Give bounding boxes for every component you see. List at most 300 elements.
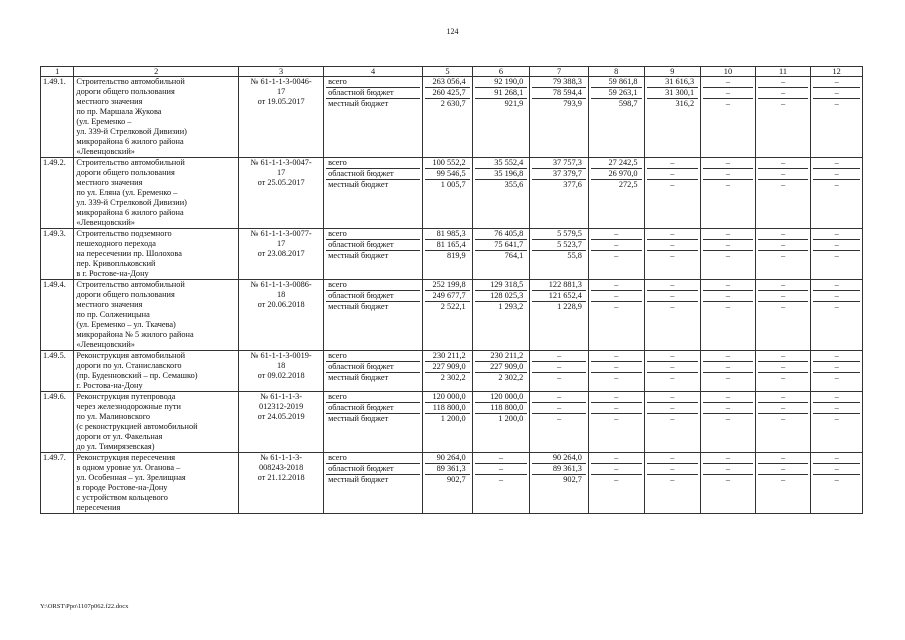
amount-value: – bbox=[703, 291, 753, 302]
amount-value: 76 405,8 bbox=[475, 229, 528, 240]
table-row bbox=[41, 77, 863, 158]
amount-value: 230 211,2 bbox=[425, 351, 470, 362]
amount-value: – bbox=[591, 464, 642, 475]
amount-value: – bbox=[813, 392, 860, 403]
expertise-conclusion bbox=[239, 351, 324, 392]
table-row bbox=[41, 229, 863, 280]
amount-value: 1 200,0 bbox=[440, 414, 466, 423]
amount-value: – bbox=[647, 169, 699, 180]
amount-value: – bbox=[758, 453, 809, 464]
amount-value: – bbox=[591, 240, 642, 251]
amount-value: 5 579,5 bbox=[532, 229, 586, 240]
amount-value: – bbox=[591, 392, 642, 403]
item-number: 1.49.2. bbox=[41, 158, 74, 229]
header-row bbox=[41, 67, 863, 77]
amount-value: 90 264,0 bbox=[532, 453, 586, 464]
amount-value: 78 594,4 bbox=[532, 88, 586, 99]
doc-line: от 24.05.2019 bbox=[257, 412, 305, 421]
amount-value: 355,6 bbox=[504, 180, 524, 189]
amount-value: 5 523,7 bbox=[532, 240, 586, 251]
value-cell bbox=[755, 453, 811, 514]
column-header: 12 bbox=[811, 67, 863, 77]
column-header: 1 bbox=[41, 67, 74, 77]
amount-value: – bbox=[725, 180, 731, 189]
amount-value: 2 522,1 bbox=[440, 302, 466, 311]
funding-source-label: местный бюджет bbox=[328, 302, 389, 311]
amount-value: – bbox=[780, 414, 786, 423]
amount-value: 55,8 bbox=[567, 251, 582, 260]
amount-value: – bbox=[813, 280, 860, 291]
value-cell bbox=[530, 392, 589, 453]
funding-source bbox=[324, 158, 423, 229]
amount-value: 902,7 bbox=[563, 475, 582, 484]
value-cell bbox=[472, 351, 530, 392]
amount-value: 90 264,0 bbox=[425, 453, 470, 464]
funding-source-label: областной бюджет bbox=[326, 240, 420, 251]
amount-value: – bbox=[725, 251, 731, 260]
amount-value: – bbox=[647, 453, 699, 464]
amount-value: – bbox=[647, 158, 699, 169]
amount-value: – bbox=[647, 392, 699, 403]
amount-value: 2 302,2 bbox=[498, 373, 524, 382]
amount-value: 921,9 bbox=[504, 99, 524, 108]
value-cell bbox=[701, 158, 756, 229]
amount-value: – bbox=[647, 229, 699, 240]
value-cell bbox=[423, 158, 473, 229]
value-cell bbox=[755, 229, 811, 280]
amount-value: – bbox=[813, 240, 860, 251]
column-header: 4 bbox=[324, 67, 423, 77]
item-number: 1.49.1. bbox=[41, 77, 74, 158]
amount-value: – bbox=[647, 464, 699, 475]
item-number: 1.49.3. bbox=[41, 229, 74, 280]
doc-line: № 61-1-1-3-0019- bbox=[250, 351, 312, 360]
amount-value: – bbox=[703, 392, 753, 403]
value-cell bbox=[530, 77, 589, 158]
expertise-conclusion bbox=[239, 77, 324, 158]
value-cell bbox=[644, 351, 701, 392]
amount-value: – bbox=[813, 229, 860, 240]
column-header: 2 bbox=[74, 67, 239, 77]
amount-value: – bbox=[647, 362, 699, 373]
amount-value: 120 000,0 bbox=[425, 392, 470, 403]
value-cell bbox=[811, 351, 863, 392]
amount-value: – bbox=[813, 453, 860, 464]
column-header: 5 bbox=[423, 67, 473, 77]
value-cell bbox=[588, 392, 644, 453]
funding-source bbox=[324, 351, 423, 392]
funding-source-label: местный бюджет bbox=[328, 475, 389, 484]
amount-value: – bbox=[703, 229, 753, 240]
amount-value: – bbox=[703, 464, 753, 475]
amount-value: 31 616,3 bbox=[647, 77, 699, 88]
expertise-conclusion bbox=[239, 280, 324, 351]
table-row bbox=[41, 280, 863, 351]
amount-value: – bbox=[813, 351, 860, 362]
amount-value: – bbox=[591, 362, 642, 373]
amount-value: 89 361,3 bbox=[532, 464, 586, 475]
amount-value: – bbox=[758, 362, 809, 373]
amount-value: – bbox=[813, 362, 860, 373]
amount-value: 260 425,7 bbox=[425, 88, 470, 99]
doc-line: № 61-1-1-3-0046- bbox=[250, 77, 312, 86]
value-cell bbox=[530, 453, 589, 514]
doc-line: от 25.05.2017 bbox=[257, 178, 305, 187]
amount-value: 122 881,3 bbox=[532, 280, 586, 291]
value-cell bbox=[530, 280, 589, 351]
amount-value: – bbox=[614, 302, 619, 311]
amount-value: 118 800,0 bbox=[475, 403, 528, 414]
amount-value: 227 909,0 bbox=[425, 362, 470, 373]
expertise-conclusion bbox=[239, 158, 324, 229]
object-name: Реконструкция автомобильной дороги по ул. Станиславского (пр. Буденновский – пр. Семашко) г. Ростова-на-Дону bbox=[74, 351, 239, 392]
amount-value: – bbox=[813, 291, 860, 302]
table-row bbox=[41, 158, 863, 229]
value-cell bbox=[644, 77, 701, 158]
funding-source-label: всего bbox=[326, 77, 420, 88]
funding-source-label: областной бюджет bbox=[326, 291, 420, 302]
amount-value: – bbox=[532, 351, 586, 362]
funding-source-label: местный бюджет bbox=[328, 180, 389, 189]
amount-value: 59 861,8 bbox=[591, 77, 642, 88]
funding-source-label: всего bbox=[326, 453, 420, 464]
amount-value: – bbox=[725, 414, 731, 423]
doc-line: от 23.08.2017 bbox=[257, 249, 305, 258]
amount-value: – bbox=[813, 403, 860, 414]
amount-value: – bbox=[834, 251, 839, 260]
funding-source-label: местный бюджет bbox=[328, 99, 389, 108]
amount-value: – bbox=[614, 414, 619, 423]
doc-line: 17 bbox=[276, 168, 286, 177]
value-cell bbox=[472, 158, 530, 229]
amount-value: 59 263,1 bbox=[591, 88, 642, 99]
object-name: Строительство автомобильной дороги общего пользования местного значения по пр. Маршала Жукова (ул. Еременко – ул. 339-й Стрелковой Дивизии) микрорайона 6 жилого района «Левенцовский» bbox=[74, 77, 239, 158]
funding-source-label: областной бюджет bbox=[326, 362, 420, 373]
amount-value: – bbox=[758, 240, 809, 251]
value-cell bbox=[644, 229, 701, 280]
amount-value: 598,7 bbox=[618, 99, 638, 108]
amount-value: – bbox=[834, 180, 839, 189]
amount-value: – bbox=[725, 302, 731, 311]
value-cell bbox=[472, 280, 530, 351]
value-cell bbox=[588, 158, 644, 229]
column-header: 3 bbox=[239, 67, 324, 77]
funding-source-label: всего bbox=[326, 351, 420, 362]
value-cell bbox=[588, 280, 644, 351]
amount-value: 764,1 bbox=[504, 251, 524, 260]
value-cell bbox=[811, 453, 863, 514]
budget-table bbox=[40, 66, 863, 514]
amount-value: – bbox=[614, 475, 619, 484]
doc-line: от 19.05.2017 bbox=[257, 97, 305, 106]
amount-value: 89 361,3 bbox=[425, 464, 470, 475]
amount-value: – bbox=[725, 475, 731, 484]
doc-line: № 61-1-1-3-0086- bbox=[250, 280, 312, 289]
value-cell bbox=[423, 351, 473, 392]
amount-value: – bbox=[813, 169, 860, 180]
amount-value: – bbox=[813, 88, 860, 99]
doc-line: № 61-1-1-3-0077- bbox=[250, 229, 312, 238]
value-cell bbox=[811, 77, 863, 158]
amount-value: – bbox=[647, 351, 699, 362]
amount-value: 128 025,3 bbox=[475, 291, 528, 302]
amount-value: 37 379,7 bbox=[532, 169, 586, 180]
amount-value: – bbox=[703, 77, 753, 88]
amount-value: – bbox=[758, 169, 809, 180]
value-cell bbox=[644, 453, 701, 514]
amount-value: – bbox=[813, 464, 860, 475]
value-cell bbox=[644, 280, 701, 351]
amount-value: 100 552,2 bbox=[425, 158, 470, 169]
column-header: 7 bbox=[530, 67, 589, 77]
amount-value: – bbox=[703, 158, 753, 169]
value-cell bbox=[588, 77, 644, 158]
funding-source-label: всего bbox=[326, 229, 420, 240]
amount-value: – bbox=[758, 392, 809, 403]
amount-value: 91 268,1 bbox=[475, 88, 528, 99]
amount-value: – bbox=[834, 414, 839, 423]
doc-line: от 21.12.2018 bbox=[257, 473, 305, 482]
column-header: 10 bbox=[701, 67, 756, 77]
value-cell bbox=[644, 158, 701, 229]
amount-value: – bbox=[557, 414, 562, 423]
amount-value: – bbox=[813, 77, 860, 88]
value-cell bbox=[644, 392, 701, 453]
amount-value: 1 228,9 bbox=[557, 302, 582, 311]
amount-value: 26 970,0 bbox=[591, 169, 642, 180]
amount-value: 37 757,3 bbox=[532, 158, 586, 169]
funding-source-label: местный бюджет bbox=[328, 373, 389, 382]
amount-value: 793,9 bbox=[563, 99, 582, 108]
amount-value: – bbox=[780, 302, 786, 311]
doc-line: 17 bbox=[276, 239, 286, 248]
amount-value: 81 985,3 bbox=[425, 229, 470, 240]
item-number: 1.49.4. bbox=[41, 280, 74, 351]
value-cell bbox=[530, 351, 589, 392]
value-cell bbox=[701, 351, 756, 392]
amount-value: – bbox=[758, 88, 809, 99]
amount-value: – bbox=[834, 475, 839, 484]
amount-value: 35 552,4 bbox=[475, 158, 528, 169]
amount-value: 99 546,5 bbox=[425, 169, 470, 180]
amount-value: – bbox=[758, 351, 809, 362]
amount-value: – bbox=[670, 302, 675, 311]
amount-value: – bbox=[758, 158, 809, 169]
amount-value: 35 196,8 bbox=[475, 169, 528, 180]
column-header: 11 bbox=[755, 67, 811, 77]
amount-value: 227 909,0 bbox=[475, 362, 528, 373]
amount-value: – bbox=[758, 280, 809, 291]
funding-source-label: областной бюджет bbox=[326, 464, 420, 475]
amount-value: – bbox=[703, 280, 753, 291]
funding-source-label: областной бюджет bbox=[326, 169, 420, 180]
amount-value: – bbox=[780, 99, 786, 108]
value-cell bbox=[472, 229, 530, 280]
object-name: Реконструкция путепровода через железнодорожные пути по ул. Малиновского (с реконструкцией автомобильной дороги от ул. Факельная до ул. Тимирязевская) bbox=[74, 392, 239, 453]
value-cell bbox=[423, 392, 473, 453]
funding-source bbox=[324, 453, 423, 514]
amount-value: 1 293,2 bbox=[498, 302, 524, 311]
value-cell bbox=[811, 158, 863, 229]
funding-source-label: местный бюджет bbox=[328, 251, 389, 260]
amount-value: – bbox=[670, 414, 675, 423]
amount-value: – bbox=[647, 240, 699, 251]
amount-value: – bbox=[557, 373, 562, 382]
amount-value: 377,6 bbox=[563, 180, 582, 189]
amount-value: – bbox=[591, 291, 642, 302]
doc-line: 18 bbox=[276, 361, 286, 370]
amount-value: – bbox=[703, 240, 753, 251]
value-cell bbox=[588, 229, 644, 280]
funding-source-label: всего bbox=[326, 392, 420, 403]
amount-value: – bbox=[725, 373, 731, 382]
funding-source bbox=[324, 392, 423, 453]
value-cell bbox=[472, 77, 530, 158]
column-header: 8 bbox=[588, 67, 644, 77]
amount-value: – bbox=[532, 392, 586, 403]
amount-value: – bbox=[532, 403, 586, 414]
amount-value: – bbox=[614, 373, 619, 382]
amount-value: 272,5 bbox=[618, 180, 638, 189]
amount-value: 249 677,7 bbox=[425, 291, 470, 302]
amount-value: – bbox=[498, 475, 504, 484]
doc-line: 17 bbox=[276, 87, 286, 96]
amount-value: – bbox=[834, 373, 839, 382]
amount-value: – bbox=[780, 373, 786, 382]
amount-value: – bbox=[758, 229, 809, 240]
value-cell bbox=[701, 280, 756, 351]
value-cell bbox=[701, 229, 756, 280]
doc-line: № 61-1-1-3- bbox=[260, 392, 303, 401]
value-cell bbox=[423, 280, 473, 351]
value-cell bbox=[701, 77, 756, 158]
amount-value: – bbox=[834, 302, 839, 311]
amount-value: – bbox=[670, 373, 675, 382]
amount-value: – bbox=[591, 280, 642, 291]
value-cell bbox=[423, 453, 473, 514]
value-cell bbox=[811, 229, 863, 280]
column-header: 9 bbox=[644, 67, 701, 77]
amount-value: – bbox=[647, 291, 699, 302]
amount-value: 819,9 bbox=[447, 251, 466, 260]
object-name: Строительство автомобильной дороги общего пользования местного значения по пр. Солженицына (ул. Еременко – ул. Ткачева) микрорайона № 5 жилого района «Левенцовский» bbox=[74, 280, 239, 351]
value-cell bbox=[472, 453, 530, 514]
amount-value: 120 000,0 bbox=[475, 392, 528, 403]
amount-value: 1 005,7 bbox=[440, 180, 466, 189]
amount-value: 27 242,5 bbox=[591, 158, 642, 169]
amount-value: – bbox=[725, 99, 731, 108]
value-cell bbox=[811, 280, 863, 351]
funding-source-label: областной бюджет bbox=[326, 403, 420, 414]
amount-value: – bbox=[758, 403, 809, 414]
amount-value: 2 302,2 bbox=[440, 373, 466, 382]
amount-value: – bbox=[591, 351, 642, 362]
amount-value: 902,7 bbox=[447, 475, 466, 484]
amount-value: 263 056,4 bbox=[425, 77, 470, 88]
doc-line: от 09.02.2018 bbox=[257, 371, 305, 380]
amount-value: 79 388,3 bbox=[532, 77, 586, 88]
amount-value: – bbox=[647, 403, 699, 414]
value-cell bbox=[423, 229, 473, 280]
value-cell bbox=[701, 453, 756, 514]
amount-value: – bbox=[703, 453, 753, 464]
doc-line: 18 bbox=[276, 290, 286, 299]
funding-source-label: всего bbox=[326, 158, 420, 169]
amount-value: – bbox=[532, 362, 586, 373]
value-cell bbox=[472, 392, 530, 453]
column-header: 6 bbox=[472, 67, 530, 77]
table-row bbox=[41, 392, 863, 453]
page-number: 124 bbox=[446, 27, 459, 36]
object-name: Строительство подземного пешеходного перехода на пересечении пр. Шолохова пер. Кривопльковский в г. Ростове-на-Дону bbox=[74, 229, 239, 280]
amount-value: 118 800,0 bbox=[425, 403, 470, 414]
amount-value: – bbox=[475, 453, 528, 464]
amount-value: 75 641,7 bbox=[475, 240, 528, 251]
amount-value: – bbox=[703, 403, 753, 414]
doc-line: № 61-1-1-3-0047- bbox=[250, 158, 312, 167]
amount-value: 230 211,2 bbox=[475, 351, 528, 362]
amount-value: 129 318,5 bbox=[475, 280, 528, 291]
value-cell bbox=[588, 351, 644, 392]
amount-value: – bbox=[780, 180, 786, 189]
value-cell bbox=[755, 158, 811, 229]
amount-value: 81 165,4 bbox=[425, 240, 470, 251]
value-cell bbox=[755, 77, 811, 158]
amount-value: 31 300,1 bbox=[647, 88, 699, 99]
amount-value: – bbox=[591, 453, 642, 464]
doc-line: 008243-2018 bbox=[258, 463, 304, 472]
amount-value: – bbox=[670, 251, 675, 260]
amount-value: 252 199,8 bbox=[425, 280, 470, 291]
value-cell bbox=[530, 229, 589, 280]
value-cell bbox=[755, 351, 811, 392]
value-cell bbox=[755, 280, 811, 351]
value-cell bbox=[530, 158, 589, 229]
value-cell bbox=[811, 392, 863, 453]
amount-value: – bbox=[703, 351, 753, 362]
value-cell bbox=[701, 392, 756, 453]
doc-line: от 20.06.2018 bbox=[257, 300, 305, 309]
amount-value: – bbox=[591, 403, 642, 414]
value-cell bbox=[423, 77, 473, 158]
amount-value: 2 630,7 bbox=[440, 99, 466, 108]
item-number: 1.49.6. bbox=[41, 392, 74, 453]
amount-value: – bbox=[813, 158, 860, 169]
object-name: Реконструкция пересечения в одном уровне ул. Оганова – ул. Особенная – ул. Зрелищная в городе Ростове-на-Дону с устройством кольцевого пересечения bbox=[74, 453, 239, 514]
amount-value: – bbox=[647, 280, 699, 291]
amount-value: 1 200,0 bbox=[498, 414, 524, 423]
funding-source bbox=[324, 280, 423, 351]
amount-value: – bbox=[670, 180, 675, 189]
funding-source-label: областной бюджет bbox=[326, 88, 420, 99]
funding-source-label: всего bbox=[326, 280, 420, 291]
amount-value: – bbox=[758, 464, 809, 475]
expertise-conclusion bbox=[239, 453, 324, 514]
doc-line: 012312-2019 bbox=[258, 402, 304, 411]
amount-value: – bbox=[703, 169, 753, 180]
amount-value: – bbox=[703, 362, 753, 373]
amount-value: 92 190,0 bbox=[475, 77, 528, 88]
table-row bbox=[41, 351, 863, 392]
amount-value: 121 652,4 bbox=[532, 291, 586, 302]
amount-value: – bbox=[780, 251, 786, 260]
amount-value: – bbox=[758, 291, 809, 302]
funding-source bbox=[324, 229, 423, 280]
expertise-conclusion bbox=[239, 392, 324, 453]
doc-line: № 61-1-1-3- bbox=[260, 453, 303, 462]
amount-value: – bbox=[591, 229, 642, 240]
amount-value: – bbox=[703, 88, 753, 99]
